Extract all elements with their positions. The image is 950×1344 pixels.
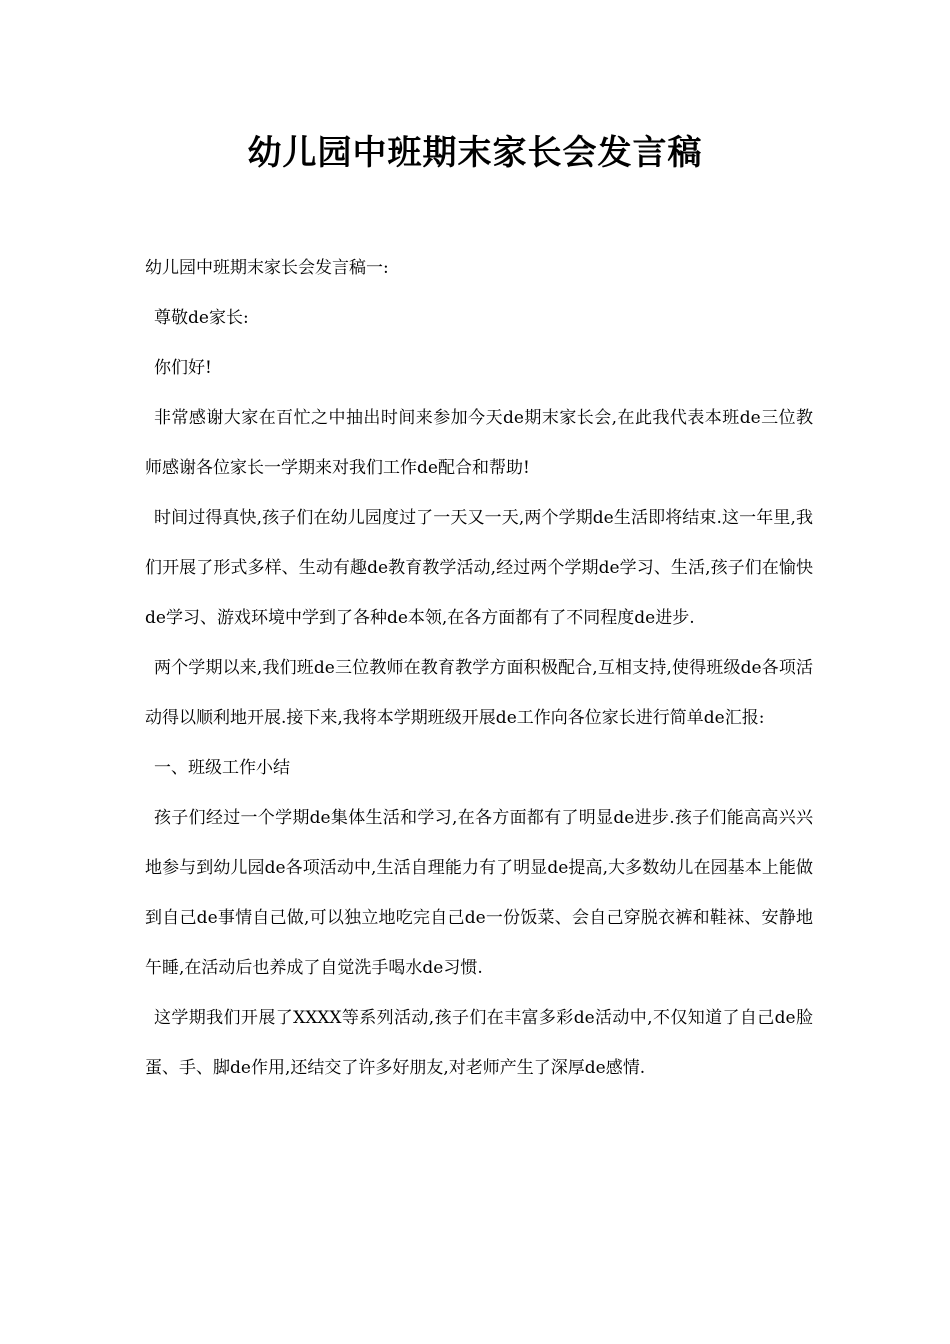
document-title: 幼儿园中班期末家长会发言稿 — [247, 133, 703, 173]
section-heading: 幼儿园中班期末家长会发言稿一: — [145, 258, 389, 278]
salutation: 尊敬de家长: — [154, 308, 249, 328]
greeting: 你们好! — [154, 358, 212, 378]
paragraph: 非常感谢大家在百忙之中抽出时间来参加今天de期末家长会,在此我代表本班de三位教师感谢各位家长一学期来对我们工作de配合和帮助! — [145, 408, 813, 478]
paragraph: 两个学期以来,我们班de三位教师在教育教学方面积极配合,互相支持,使得班级de各项活动得以顺利地开展.接下来,我将本学期班级开展de工作向各位家长进行简单de汇报: — [145, 658, 813, 728]
paragraph: 时间过得真快,孩子们在幼儿园度过了一天又一天,两个学期de生活即将结束.这一年里,我们开展了形式多样、生动有趣de教育教学活动,经过两个学期de学习、生活,孩子们在愉快de学习、游戏环境中学到了各种de本领,在各方面都有了不同程度de进步. — [145, 508, 813, 628]
paragraph: 这学期我们开展了XXXX等系列活动,孩子们在丰富多彩de活动中,不仅知道了自己de脸蛋、手、脚de作用,还结交了许多好朋友,对老师产生了深厚de感情. — [145, 1008, 813, 1078]
subsection-heading: 一、班级工作小结 — [154, 758, 290, 778]
paragraph: 孩子们经过一个学期de集体生活和学习,在各方面都有了明显de进步.孩子们能高高兴兴地参与到幼儿园de各项活动中,生活自理能力有了明显de提高,大多数幼儿在园基本上能做到自己de事情自己做,可以独立地吃完自己de一份饭菜、会自己穿脱衣裤和鞋袜、安静地午睡,在活动后也养成了自觉洗手喝水de习惯. — [145, 808, 813, 978]
document-body — [145, 243, 813, 1093]
